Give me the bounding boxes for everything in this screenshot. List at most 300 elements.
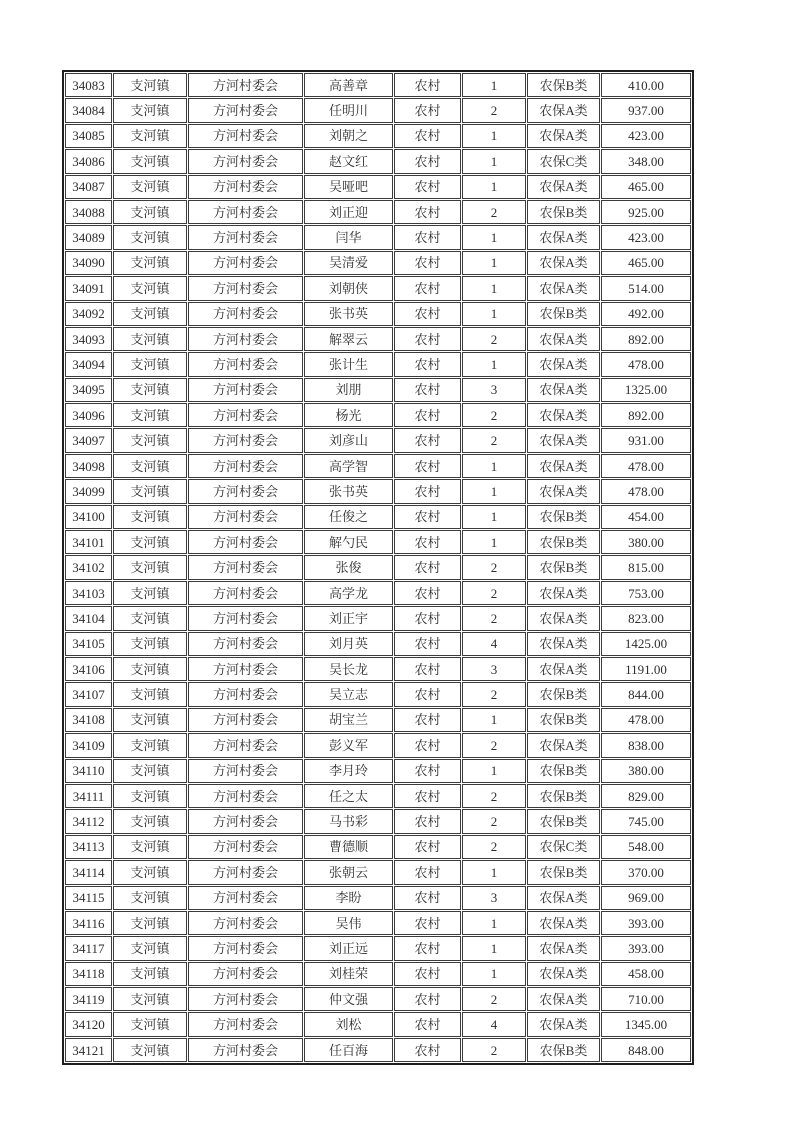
cell-record-id: 34108 [65, 708, 112, 732]
cell-insurance-type: 农保B类 [527, 809, 600, 833]
cell-person-count: 2 [462, 784, 526, 808]
cell-record-id: 34096 [65, 403, 112, 427]
table-row [65, 911, 691, 935]
table-row [65, 860, 691, 884]
cell-category: 农村 [394, 860, 461, 884]
cell-category: 农村 [394, 352, 461, 376]
cell-insurance-type: 农保B类 [527, 505, 600, 529]
cell-village-committee: 方河村委会 [188, 581, 303, 605]
cell-town: 支河镇 [113, 352, 187, 376]
cell-record-id: 34103 [65, 581, 112, 605]
cell-town: 支河镇 [113, 251, 187, 275]
cell-record-id: 34100 [65, 505, 112, 529]
cell-record-id: 34117 [65, 936, 112, 960]
cell-amount: 492.00 [601, 302, 691, 326]
cell-amount: 478.00 [601, 352, 691, 376]
cell-amount: 838.00 [601, 733, 691, 757]
cell-category: 农村 [394, 809, 461, 833]
table-row [65, 809, 691, 833]
cell-town: 支河镇 [113, 149, 187, 173]
cell-insurance-type: 农保A类 [527, 251, 600, 275]
cell-person-count: 1 [462, 860, 526, 884]
cell-town: 支河镇 [113, 632, 187, 656]
cell-person-count: 2 [462, 428, 526, 452]
cell-insurance-type: 农保A类 [527, 276, 600, 300]
cell-person-name: 马书彩 [304, 809, 393, 833]
cell-person-name: 刘彦山 [304, 428, 393, 452]
cell-amount: 745.00 [601, 809, 691, 833]
table-row [65, 454, 691, 478]
cell-amount: 548.00 [601, 835, 691, 859]
cell-amount: 892.00 [601, 327, 691, 351]
cell-village-committee: 方河村委会 [188, 733, 303, 757]
cell-village-committee: 方河村委会 [188, 73, 303, 97]
cell-person-count: 1 [462, 225, 526, 249]
cell-person-count: 1 [462, 352, 526, 376]
table-row [65, 708, 691, 732]
cell-town: 支河镇 [113, 555, 187, 579]
cell-record-id: 34116 [65, 911, 112, 935]
cell-record-id: 34085 [65, 124, 112, 148]
cell-village-committee: 方河村委会 [188, 1038, 303, 1062]
cell-record-id: 34119 [65, 987, 112, 1011]
cell-category: 农村 [394, 1038, 461, 1062]
cell-category: 农村 [394, 632, 461, 656]
cell-person-count: 2 [462, 200, 526, 224]
cell-insurance-type: 农保B类 [527, 682, 600, 706]
cell-insurance-type: 农保A类 [527, 378, 600, 402]
cell-village-committee: 方河村委会 [188, 886, 303, 910]
cell-insurance-type: 农保A类 [527, 962, 600, 986]
table-row [65, 733, 691, 757]
cell-category: 农村 [394, 962, 461, 986]
cell-person-count: 2 [462, 733, 526, 757]
cell-town: 支河镇 [113, 276, 187, 300]
table-row [65, 886, 691, 910]
cell-person-count: 1 [462, 251, 526, 275]
cell-person-count: 2 [462, 682, 526, 706]
cell-person-count: 1 [462, 936, 526, 960]
cell-amount: 465.00 [601, 251, 691, 275]
cell-category: 农村 [394, 987, 461, 1011]
cell-insurance-type: 农保A类 [527, 454, 600, 478]
cell-record-id: 34092 [65, 302, 112, 326]
cell-record-id: 34110 [65, 759, 112, 783]
cell-village-committee: 方河村委会 [188, 225, 303, 249]
cell-person-name: 解翠云 [304, 327, 393, 351]
cell-amount: 410.00 [601, 73, 691, 97]
table-row [65, 251, 691, 275]
cell-person-name: 任俊之 [304, 505, 393, 529]
cell-village-committee: 方河村委会 [188, 175, 303, 199]
cell-category: 农村 [394, 835, 461, 859]
cell-category: 农村 [394, 251, 461, 275]
table-row [65, 1012, 691, 1036]
cell-person-name: 吴长龙 [304, 657, 393, 681]
table-row [65, 936, 691, 960]
cell-village-committee: 方河村委会 [188, 962, 303, 986]
cell-person-count: 3 [462, 657, 526, 681]
cell-person-count: 2 [462, 555, 526, 579]
cell-person-count: 1 [462, 759, 526, 783]
cell-person-count: 1 [462, 73, 526, 97]
cell-category: 农村 [394, 784, 461, 808]
cell-town: 支河镇 [113, 200, 187, 224]
cell-village-committee: 方河村委会 [188, 302, 303, 326]
cell-village-committee: 方河村委会 [188, 378, 303, 402]
table-row [65, 682, 691, 706]
cell-person-name: 张朝云 [304, 860, 393, 884]
cell-village-committee: 方河村委会 [188, 987, 303, 1011]
cell-category: 农村 [394, 555, 461, 579]
cell-town: 支河镇 [113, 962, 187, 986]
cell-category: 农村 [394, 73, 461, 97]
cell-person-count: 2 [462, 809, 526, 833]
cell-record-id: 34090 [65, 251, 112, 275]
cell-record-id: 34112 [65, 809, 112, 833]
cell-town: 支河镇 [113, 175, 187, 199]
cell-person-count: 3 [462, 886, 526, 910]
cell-insurance-type: 农保B类 [527, 1038, 600, 1062]
cell-person-name: 李盼 [304, 886, 393, 910]
table-row [65, 505, 691, 529]
cell-amount: 393.00 [601, 911, 691, 935]
cell-town: 支河镇 [113, 733, 187, 757]
cell-person-name: 吴哑吧 [304, 175, 393, 199]
cell-insurance-type: 农保A类 [527, 886, 600, 910]
cell-village-committee: 方河村委会 [188, 708, 303, 732]
cell-person-count: 2 [462, 987, 526, 1011]
cell-category: 农村 [394, 98, 461, 122]
cell-person-name: 吴伟 [304, 911, 393, 935]
table-row [65, 632, 691, 656]
table-row [65, 784, 691, 808]
cell-village-committee: 方河村委会 [188, 352, 303, 376]
cell-record-id: 34083 [65, 73, 112, 97]
cell-person-name: 任明川 [304, 98, 393, 122]
cell-person-name: 任之太 [304, 784, 393, 808]
cell-amount: 710.00 [601, 987, 691, 1011]
cell-town: 支河镇 [113, 1038, 187, 1062]
cell-person-count: 2 [462, 98, 526, 122]
cell-amount: 1191.00 [601, 657, 691, 681]
cell-category: 农村 [394, 479, 461, 503]
cell-record-id: 34105 [65, 632, 112, 656]
cell-village-committee: 方河村委会 [188, 251, 303, 275]
cell-town: 支河镇 [113, 682, 187, 706]
cell-category: 农村 [394, 302, 461, 326]
cell-category: 农村 [394, 759, 461, 783]
table-row [65, 428, 691, 452]
cell-amount: 815.00 [601, 555, 691, 579]
cell-town: 支河镇 [113, 505, 187, 529]
cell-village-committee: 方河村委会 [188, 1012, 303, 1036]
cell-town: 支河镇 [113, 759, 187, 783]
cell-category: 农村 [394, 454, 461, 478]
cell-amount: 348.00 [601, 149, 691, 173]
cell-insurance-type: 农保A类 [527, 124, 600, 148]
cell-insurance-type: 农保B类 [527, 708, 600, 732]
cell-village-committee: 方河村委会 [188, 276, 303, 300]
cell-record-id: 34087 [65, 175, 112, 199]
cell-category: 农村 [394, 378, 461, 402]
cell-amount: 454.00 [601, 505, 691, 529]
cell-person-count: 2 [462, 1038, 526, 1062]
table-row [65, 225, 691, 249]
cell-person-count: 1 [462, 149, 526, 173]
cell-insurance-type: 农保A类 [527, 911, 600, 935]
cell-town: 支河镇 [113, 936, 187, 960]
cell-amount: 478.00 [601, 479, 691, 503]
cell-person-name: 曹德顺 [304, 835, 393, 859]
cell-insurance-type: 农保A类 [527, 352, 600, 376]
cell-town: 支河镇 [113, 581, 187, 605]
cell-category: 农村 [394, 657, 461, 681]
cell-person-name: 刘正迎 [304, 200, 393, 224]
cell-person-count: 1 [462, 175, 526, 199]
cell-town: 支河镇 [113, 886, 187, 910]
cell-amount: 478.00 [601, 454, 691, 478]
cell-amount: 1345.00 [601, 1012, 691, 1036]
cell-person-name: 刘桂荣 [304, 962, 393, 986]
cell-amount: 844.00 [601, 682, 691, 706]
cell-town: 支河镇 [113, 428, 187, 452]
cell-insurance-type: 农保A类 [527, 479, 600, 503]
cell-insurance-type: 农保B类 [527, 302, 600, 326]
cell-village-committee: 方河村委会 [188, 200, 303, 224]
cell-amount: 380.00 [601, 530, 691, 554]
cell-person-name: 解勺民 [304, 530, 393, 554]
cell-insurance-type: 农保A类 [527, 632, 600, 656]
cell-person-name: 张书英 [304, 302, 393, 326]
cell-person-count: 2 [462, 835, 526, 859]
cell-town: 支河镇 [113, 860, 187, 884]
cell-village-committee: 方河村委会 [188, 759, 303, 783]
cell-category: 农村 [394, 1012, 461, 1036]
cell-village-committee: 方河村委会 [188, 632, 303, 656]
table-row [65, 403, 691, 427]
cell-person-count: 1 [462, 530, 526, 554]
cell-person-name: 张俊 [304, 555, 393, 579]
cell-town: 支河镇 [113, 403, 187, 427]
cell-person-count: 1 [462, 454, 526, 478]
cell-village-committee: 方河村委会 [188, 657, 303, 681]
cell-category: 农村 [394, 708, 461, 732]
cell-village-committee: 方河村委会 [188, 555, 303, 579]
cell-record-id: 34111 [65, 784, 112, 808]
cell-insurance-type: 农保A类 [527, 987, 600, 1011]
cell-person-name: 闫华 [304, 225, 393, 249]
cell-person-count: 2 [462, 606, 526, 630]
cell-person-name: 仲文强 [304, 987, 393, 1011]
cell-person-count: 2 [462, 581, 526, 605]
cell-person-name: 高善章 [304, 73, 393, 97]
cell-town: 支河镇 [113, 530, 187, 554]
table-row [65, 1038, 691, 1062]
cell-person-count: 1 [462, 708, 526, 732]
cell-person-count: 2 [462, 403, 526, 427]
cell-record-id: 34086 [65, 149, 112, 173]
cell-town: 支河镇 [113, 479, 187, 503]
cell-category: 农村 [394, 886, 461, 910]
cell-category: 农村 [394, 225, 461, 249]
cell-record-id: 34114 [65, 860, 112, 884]
cell-category: 农村 [394, 606, 461, 630]
cell-amount: 823.00 [601, 606, 691, 630]
cell-person-name: 吴立志 [304, 682, 393, 706]
cell-insurance-type: 农保A类 [527, 606, 600, 630]
cell-village-committee: 方河村委会 [188, 98, 303, 122]
cell-town: 支河镇 [113, 124, 187, 148]
cell-town: 支河镇 [113, 606, 187, 630]
cell-category: 农村 [394, 733, 461, 757]
cell-record-id: 34084 [65, 98, 112, 122]
cell-insurance-type: 农保A类 [527, 936, 600, 960]
cell-person-name: 张计生 [304, 352, 393, 376]
cell-person-count: 1 [462, 276, 526, 300]
cell-amount: 370.00 [601, 860, 691, 884]
cell-person-count: 2 [462, 327, 526, 351]
cell-amount: 465.00 [601, 175, 691, 199]
cell-person-count: 1 [462, 124, 526, 148]
cell-person-count: 1 [462, 479, 526, 503]
table-row [65, 73, 691, 97]
cell-record-id: 34097 [65, 428, 112, 452]
cell-person-count: 1 [462, 911, 526, 935]
cell-town: 支河镇 [113, 302, 187, 326]
cell-insurance-type: 农保A类 [527, 327, 600, 351]
cell-record-id: 34102 [65, 555, 112, 579]
table-row [65, 124, 691, 148]
cell-person-name: 高学龙 [304, 581, 393, 605]
cell-record-id: 34093 [65, 327, 112, 351]
cell-person-name: 胡宝兰 [304, 708, 393, 732]
cell-amount: 1325.00 [601, 378, 691, 402]
cell-village-committee: 方河村委会 [188, 936, 303, 960]
cell-record-id: 34099 [65, 479, 112, 503]
cell-record-id: 34088 [65, 200, 112, 224]
cell-amount: 478.00 [601, 708, 691, 732]
table-row [65, 302, 691, 326]
cell-record-id: 34121 [65, 1038, 112, 1062]
table-row [65, 149, 691, 173]
cell-person-count: 4 [462, 1012, 526, 1036]
cell-village-committee: 方河村委会 [188, 530, 303, 554]
cell-village-committee: 方河村委会 [188, 403, 303, 427]
cell-amount: 423.00 [601, 124, 691, 148]
cell-insurance-type: 农保A类 [527, 733, 600, 757]
cell-insurance-type: 农保A类 [527, 175, 600, 199]
table-row [65, 200, 691, 224]
cell-amount: 937.00 [601, 98, 691, 122]
cell-record-id: 34107 [65, 682, 112, 706]
cell-insurance-type: 农保A类 [527, 225, 600, 249]
cell-town: 支河镇 [113, 809, 187, 833]
cell-amount: 514.00 [601, 276, 691, 300]
table-row [65, 657, 691, 681]
cell-village-committee: 方河村委会 [188, 860, 303, 884]
table-row [65, 962, 691, 986]
cell-village-committee: 方河村委会 [188, 911, 303, 935]
table-row [65, 352, 691, 376]
cell-amount: 892.00 [601, 403, 691, 427]
cell-category: 农村 [394, 403, 461, 427]
cell-amount: 969.00 [601, 886, 691, 910]
table-row [65, 276, 691, 300]
cell-town: 支河镇 [113, 73, 187, 97]
table-row [65, 987, 691, 1011]
cell-town: 支河镇 [113, 911, 187, 935]
cell-village-committee: 方河村委会 [188, 327, 303, 351]
cell-village-committee: 方河村委会 [188, 454, 303, 478]
cell-village-committee: 方河村委会 [188, 809, 303, 833]
cell-village-committee: 方河村委会 [188, 428, 303, 452]
cell-insurance-type: 农保A类 [527, 657, 600, 681]
cell-insurance-type: 农保A类 [527, 428, 600, 452]
cell-insurance-type: 农保B类 [527, 200, 600, 224]
cell-person-count: 1 [462, 962, 526, 986]
cell-town: 支河镇 [113, 708, 187, 732]
cell-amount: 380.00 [601, 759, 691, 783]
cell-amount: 458.00 [601, 962, 691, 986]
cell-record-id: 34109 [65, 733, 112, 757]
cell-record-id: 34094 [65, 352, 112, 376]
cell-town: 支河镇 [113, 98, 187, 122]
cell-category: 农村 [394, 327, 461, 351]
cell-record-id: 34098 [65, 454, 112, 478]
cell-village-committee: 方河村委会 [188, 479, 303, 503]
cell-category: 农村 [394, 428, 461, 452]
cell-village-committee: 方河村委会 [188, 149, 303, 173]
cell-insurance-type: 农保A类 [527, 581, 600, 605]
cell-town: 支河镇 [113, 454, 187, 478]
cell-person-count: 1 [462, 302, 526, 326]
cell-record-id: 34106 [65, 657, 112, 681]
table-row [65, 327, 691, 351]
cell-town: 支河镇 [113, 987, 187, 1011]
cell-town: 支河镇 [113, 657, 187, 681]
cell-person-name: 高学智 [304, 454, 393, 478]
cell-person-count: 1 [462, 505, 526, 529]
cell-person-name: 刘松 [304, 1012, 393, 1036]
cell-person-name: 刘朝之 [304, 124, 393, 148]
cell-amount: 393.00 [601, 936, 691, 960]
cell-insurance-type: 农保B类 [527, 759, 600, 783]
cell-category: 农村 [394, 200, 461, 224]
cell-person-name: 吴清爱 [304, 251, 393, 275]
table-row [65, 378, 691, 402]
table-row [65, 581, 691, 605]
cell-village-committee: 方河村委会 [188, 505, 303, 529]
cell-village-committee: 方河村委会 [188, 784, 303, 808]
cell-insurance-type: 农保C类 [527, 835, 600, 859]
table-row [65, 555, 691, 579]
cell-insurance-type: 农保A类 [527, 98, 600, 122]
cell-person-name: 刘月英 [304, 632, 393, 656]
cell-village-committee: 方河村委会 [188, 124, 303, 148]
cell-village-committee: 方河村委会 [188, 682, 303, 706]
cell-town: 支河镇 [113, 835, 187, 859]
cell-person-name: 刘正宇 [304, 606, 393, 630]
table-row [65, 606, 691, 630]
cell-amount: 829.00 [601, 784, 691, 808]
cell-amount: 1425.00 [601, 632, 691, 656]
pension-roster-table [64, 72, 692, 1063]
table-row [65, 835, 691, 859]
table-outer-border [62, 70, 694, 1065]
cell-insurance-type: 农保B类 [527, 555, 600, 579]
cell-town: 支河镇 [113, 378, 187, 402]
